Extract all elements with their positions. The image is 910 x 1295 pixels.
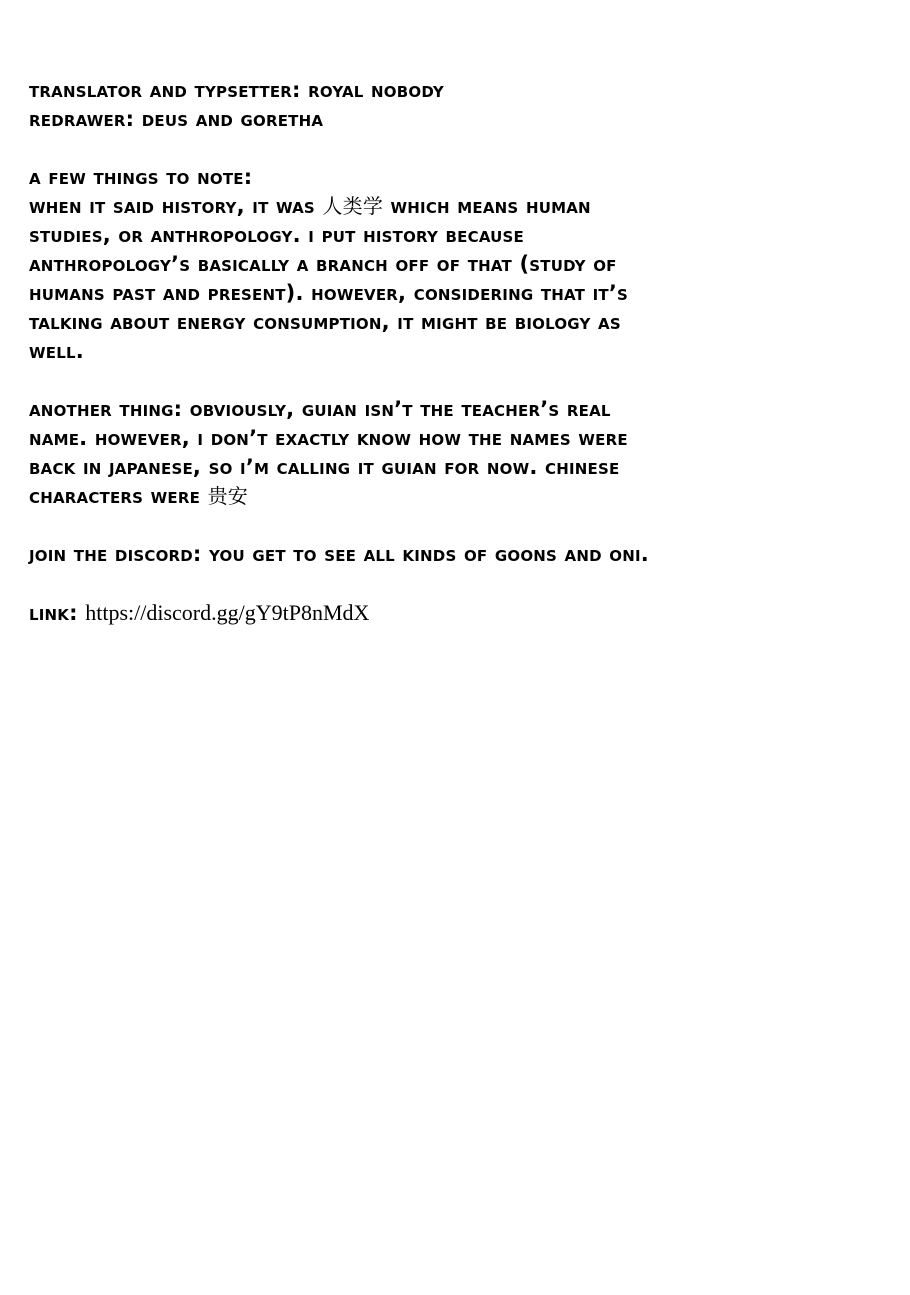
name-note-section [29,395,879,511]
history-note-line-6: well. [29,339,84,363]
name-note-line-1: another thing: obviously, guian isn’t the teacher’s real [29,397,611,421]
redrawer-credit: redrawer: deus and goretha [29,107,324,131]
credits-section [29,76,879,134]
translator-credit: translator and typsetter: royal nobody [29,78,444,102]
discord-invite-text: join the discord: you get to see all kinds of goons and oni. [29,542,649,566]
history-note-line-1 [29,192,879,221]
spacer [29,134,879,163]
discord-link[interactable]: https://discord.gg/gY9tP8nMdX [85,600,370,625]
notes-text-block [29,76,879,628]
link-section [29,598,879,628]
notes-section [29,163,879,366]
history-note-line-5: talking about energy consumption, it might be biology as [29,310,621,334]
discord-section [29,540,879,569]
history-note-line-4: humans past and present). however, considering that it’s [29,281,629,305]
name-note-text: characters were [29,484,208,508]
notes-heading: a few things to note: [29,165,253,189]
history-note-text: when it said history, it was [29,194,323,218]
link-line [29,598,879,628]
spacer [29,569,879,598]
anthropology-term: 人类学 [322,194,384,218]
history-note-line-3: anthropology’s basically a branch off of that (study of [29,252,617,276]
spacer [29,366,879,395]
spacer [29,511,879,540]
name-note-line-3: back in japanese, so i’m calling it guian for now. chinese [29,455,620,479]
name-note-line-4 [29,482,879,511]
name-note-line-2: name. however, i don’t exactly know how the names were [29,426,628,450]
link-label: link: [29,601,86,625]
teacher-name-characters: 贵安 [207,484,248,508]
history-note-text: which means human [383,194,591,218]
history-note-line-2: studies, or anthropology. i put history because [29,223,524,247]
